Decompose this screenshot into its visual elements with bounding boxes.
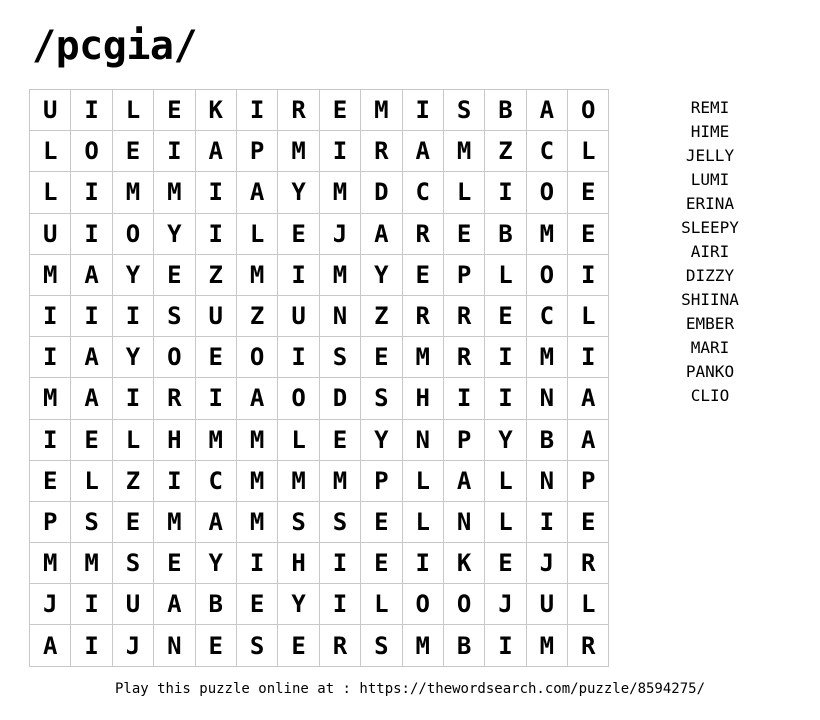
grid-cell: J <box>30 584 71 625</box>
grid-cell: I <box>485 625 526 666</box>
word-list-item: LUMI <box>690 170 730 189</box>
grid-cell: R <box>444 337 485 378</box>
grid-cell: I <box>444 378 485 419</box>
grid-cell: O <box>71 131 112 172</box>
grid-cell: L <box>403 502 444 543</box>
grid-cell: I <box>30 420 71 461</box>
grid-cell: I <box>196 172 237 213</box>
grid-cell: I <box>71 214 112 255</box>
grid-cell: P <box>568 461 609 502</box>
grid-cell: P <box>444 420 485 461</box>
grid-cell: I <box>237 543 278 584</box>
word-list-item: REMI <box>690 98 730 117</box>
grid-cell: I <box>320 131 361 172</box>
grid-cell: C <box>527 131 568 172</box>
grid-cell: O <box>113 214 154 255</box>
grid-cell: E <box>154 255 195 296</box>
grid-cell: S <box>361 378 402 419</box>
grid-cell: E <box>278 214 319 255</box>
word-list-item: PANKO <box>685 362 735 381</box>
grid-cell: O <box>568 90 609 131</box>
grid-cell: B <box>444 625 485 666</box>
grid-cell: M <box>278 131 319 172</box>
grid-cell: M <box>30 255 71 296</box>
grid-cell: B <box>527 420 568 461</box>
grid-cell: I <box>278 255 319 296</box>
grid-cell: E <box>320 420 361 461</box>
grid-cell: L <box>113 90 154 131</box>
grid-cell: I <box>71 90 112 131</box>
grid-cell: R <box>568 625 609 666</box>
grid-cell: E <box>361 543 402 584</box>
grid-cell: I <box>71 296 112 337</box>
word-list-item: DIZZY <box>685 266 735 285</box>
grid-cell: Y <box>485 420 526 461</box>
grid-cell: R <box>444 296 485 337</box>
grid-cell: I <box>527 502 568 543</box>
grid-cell: C <box>527 296 568 337</box>
grid-cell: A <box>237 172 278 213</box>
grid-cell: M <box>154 172 195 213</box>
grid-cell: Z <box>361 296 402 337</box>
grid-cell: I <box>154 131 195 172</box>
grid-cell: K <box>444 543 485 584</box>
grid-cell: N <box>527 378 568 419</box>
grid-cell: M <box>527 625 568 666</box>
grid-cell: L <box>30 172 71 213</box>
grid-cell: E <box>568 502 609 543</box>
grid-cell: Y <box>196 543 237 584</box>
grid-cell: E <box>444 214 485 255</box>
grid-cell: S <box>113 543 154 584</box>
grid-cell: U <box>278 296 319 337</box>
grid-cell: S <box>278 502 319 543</box>
grid-cell: C <box>403 172 444 213</box>
word-list-item: CLIO <box>690 386 730 405</box>
grid-cell: E <box>113 131 154 172</box>
grid-cell: E <box>361 502 402 543</box>
grid-cell: C <box>196 461 237 502</box>
grid-cell: Z <box>196 255 237 296</box>
grid-cell: U <box>527 584 568 625</box>
grid-cell: L <box>568 131 609 172</box>
grid-cell: L <box>444 172 485 213</box>
grid-cell: A <box>527 90 568 131</box>
grid-cell: I <box>71 625 112 666</box>
grid-cell: A <box>403 131 444 172</box>
grid-cell: S <box>361 625 402 666</box>
grid-cell: M <box>30 378 71 419</box>
grid-cell: L <box>403 461 444 502</box>
grid-cell: I <box>196 378 237 419</box>
grid-cell: L <box>30 131 71 172</box>
grid-cell: M <box>196 420 237 461</box>
grid-cell: I <box>485 378 526 419</box>
grid-cell: E <box>361 337 402 378</box>
grid-cell: S <box>444 90 485 131</box>
grid-cell: R <box>568 543 609 584</box>
grid-cell: N <box>403 420 444 461</box>
grid-cell: D <box>361 172 402 213</box>
grid-cell: E <box>568 172 609 213</box>
grid-cell: L <box>568 296 609 337</box>
word-list-item: AIRI <box>690 242 730 261</box>
grid-cell: A <box>71 255 112 296</box>
grid-cell: L <box>71 461 112 502</box>
grid-cell: O <box>403 584 444 625</box>
grid-cell: E <box>196 625 237 666</box>
grid-cell: I <box>403 543 444 584</box>
grid-cell: S <box>154 296 195 337</box>
grid-cell: P <box>444 255 485 296</box>
grid-cell: S <box>71 502 112 543</box>
grid-cell: I <box>320 584 361 625</box>
grid-cell: O <box>278 378 319 419</box>
grid-cell: B <box>485 214 526 255</box>
grid-cell: I <box>320 543 361 584</box>
grid-cell: M <box>361 90 402 131</box>
grid-cell: O <box>154 337 195 378</box>
grid-cell: M <box>237 255 278 296</box>
grid-cell: J <box>485 584 526 625</box>
grid-cell: S <box>320 502 361 543</box>
grid-cell: O <box>237 337 278 378</box>
grid-cell: I <box>113 296 154 337</box>
grid-cell: Y <box>154 214 195 255</box>
grid-cell: M <box>320 172 361 213</box>
grid-cell: A <box>154 584 195 625</box>
word-list-item: SLEEPY <box>681 218 739 237</box>
grid-cell: S <box>237 625 278 666</box>
grid-cell: L <box>485 255 526 296</box>
grid-cell: A <box>568 378 609 419</box>
grid-cell: D <box>320 378 361 419</box>
grid-cell: L <box>278 420 319 461</box>
grid-cell: O <box>527 255 568 296</box>
grid-cell: L <box>568 584 609 625</box>
grid-cell: Y <box>361 255 402 296</box>
grid-cell: I <box>71 584 112 625</box>
grid-cell: A <box>444 461 485 502</box>
grid-cell: A <box>361 214 402 255</box>
grid-cell: E <box>71 420 112 461</box>
grid-cell: E <box>403 255 444 296</box>
grid-cell: M <box>237 502 278 543</box>
grid-cell: S <box>320 337 361 378</box>
grid-cell: E <box>278 625 319 666</box>
grid-cell: M <box>237 420 278 461</box>
grid-cell: Z <box>113 461 154 502</box>
grid-cell: A <box>196 502 237 543</box>
grid-cell: N <box>527 461 568 502</box>
grid-cell: B <box>196 584 237 625</box>
grid-cell: M <box>320 255 361 296</box>
grid-cell: A <box>568 420 609 461</box>
word-list-item: HIME <box>690 122 730 141</box>
grid-cell: I <box>278 337 319 378</box>
word-list-item: EMBER <box>685 314 735 333</box>
grid-cell: A <box>196 131 237 172</box>
grid-cell: I <box>71 172 112 213</box>
grid-cell: U <box>30 214 71 255</box>
grid-cell: P <box>361 461 402 502</box>
grid-cell: M <box>403 337 444 378</box>
grid-cell: R <box>403 296 444 337</box>
grid-cell: I <box>568 255 609 296</box>
grid-cell: I <box>113 378 154 419</box>
grid-cell: O <box>527 172 568 213</box>
grid-cell: M <box>71 543 112 584</box>
grid-cell: M <box>403 625 444 666</box>
grid-cell: P <box>30 502 71 543</box>
grid-cell: I <box>485 172 526 213</box>
grid-cell: E <box>568 214 609 255</box>
grid-cell: E <box>485 543 526 584</box>
grid-cell: J <box>113 625 154 666</box>
grid-cell: I <box>196 214 237 255</box>
grid-cell: U <box>30 90 71 131</box>
grid-cell: B <box>485 90 526 131</box>
grid-cell: E <box>196 337 237 378</box>
grid-cell: N <box>320 296 361 337</box>
grid-cell: K <box>196 90 237 131</box>
grid-cell: I <box>485 337 526 378</box>
grid-cell: R <box>278 90 319 131</box>
word-list-item: JELLY <box>685 146 735 165</box>
grid-cell: J <box>527 543 568 584</box>
grid-cell: I <box>568 337 609 378</box>
grid-cell: R <box>361 131 402 172</box>
grid-cell: N <box>154 625 195 666</box>
grid-cell: Y <box>278 172 319 213</box>
grid-cell: E <box>113 502 154 543</box>
puzzle-title: /pcgia/ <box>32 23 198 69</box>
grid-cell: E <box>154 90 195 131</box>
grid-cell: I <box>237 90 278 131</box>
grid-cell: E <box>320 90 361 131</box>
grid-cell: N <box>444 502 485 543</box>
grid-cell: A <box>71 337 112 378</box>
grid-cell: Y <box>113 337 154 378</box>
grid-cell: M <box>278 461 319 502</box>
grid-cell: Y <box>361 420 402 461</box>
grid-cell: A <box>71 378 112 419</box>
grid-cell: M <box>113 172 154 213</box>
grid-cell: P <box>237 131 278 172</box>
word-list-item: ERINA <box>685 194 735 213</box>
grid-cell: L <box>485 461 526 502</box>
grid-cell: Y <box>278 584 319 625</box>
grid-cell: J <box>320 214 361 255</box>
grid-cell: M <box>444 131 485 172</box>
grid-cell: H <box>154 420 195 461</box>
word-list <box>650 96 770 408</box>
grid-cell: L <box>237 214 278 255</box>
grid-cell: L <box>361 584 402 625</box>
grid-cell: R <box>154 378 195 419</box>
grid-cell: L <box>485 502 526 543</box>
grid-cell: M <box>527 337 568 378</box>
grid-cell: M <box>154 502 195 543</box>
grid-cell: U <box>196 296 237 337</box>
grid-cell: E <box>154 543 195 584</box>
play-online-footer: Play this puzzle online at : https://thewordsearch.com/puzzle/8594275/ <box>114 681 705 697</box>
grid-cell: H <box>278 543 319 584</box>
grid-cell: E <box>30 461 71 502</box>
grid-cell: A <box>237 378 278 419</box>
letter-grid <box>29 89 609 667</box>
grid-cell: O <box>444 584 485 625</box>
grid-cell: I <box>30 296 71 337</box>
grid-cell: L <box>113 420 154 461</box>
grid-cell: Y <box>113 255 154 296</box>
grid-cell: U <box>113 584 154 625</box>
grid-cell: R <box>403 214 444 255</box>
grid-cell: M <box>30 543 71 584</box>
grid-cell: I <box>403 90 444 131</box>
grid-cell: E <box>237 584 278 625</box>
word-list-item: SHIINA <box>681 290 739 309</box>
grid-cell: M <box>320 461 361 502</box>
word-list-item: MARI <box>690 338 730 357</box>
grid-cell: M <box>527 214 568 255</box>
grid-cell: A <box>30 625 71 666</box>
grid-cell: I <box>154 461 195 502</box>
grid-cell: E <box>485 296 526 337</box>
grid-cell: Z <box>237 296 278 337</box>
grid-cell: I <box>30 337 71 378</box>
grid-cell: Z <box>485 131 526 172</box>
grid-cell: M <box>237 461 278 502</box>
grid-cell: R <box>320 625 361 666</box>
grid-cell: H <box>403 378 444 419</box>
